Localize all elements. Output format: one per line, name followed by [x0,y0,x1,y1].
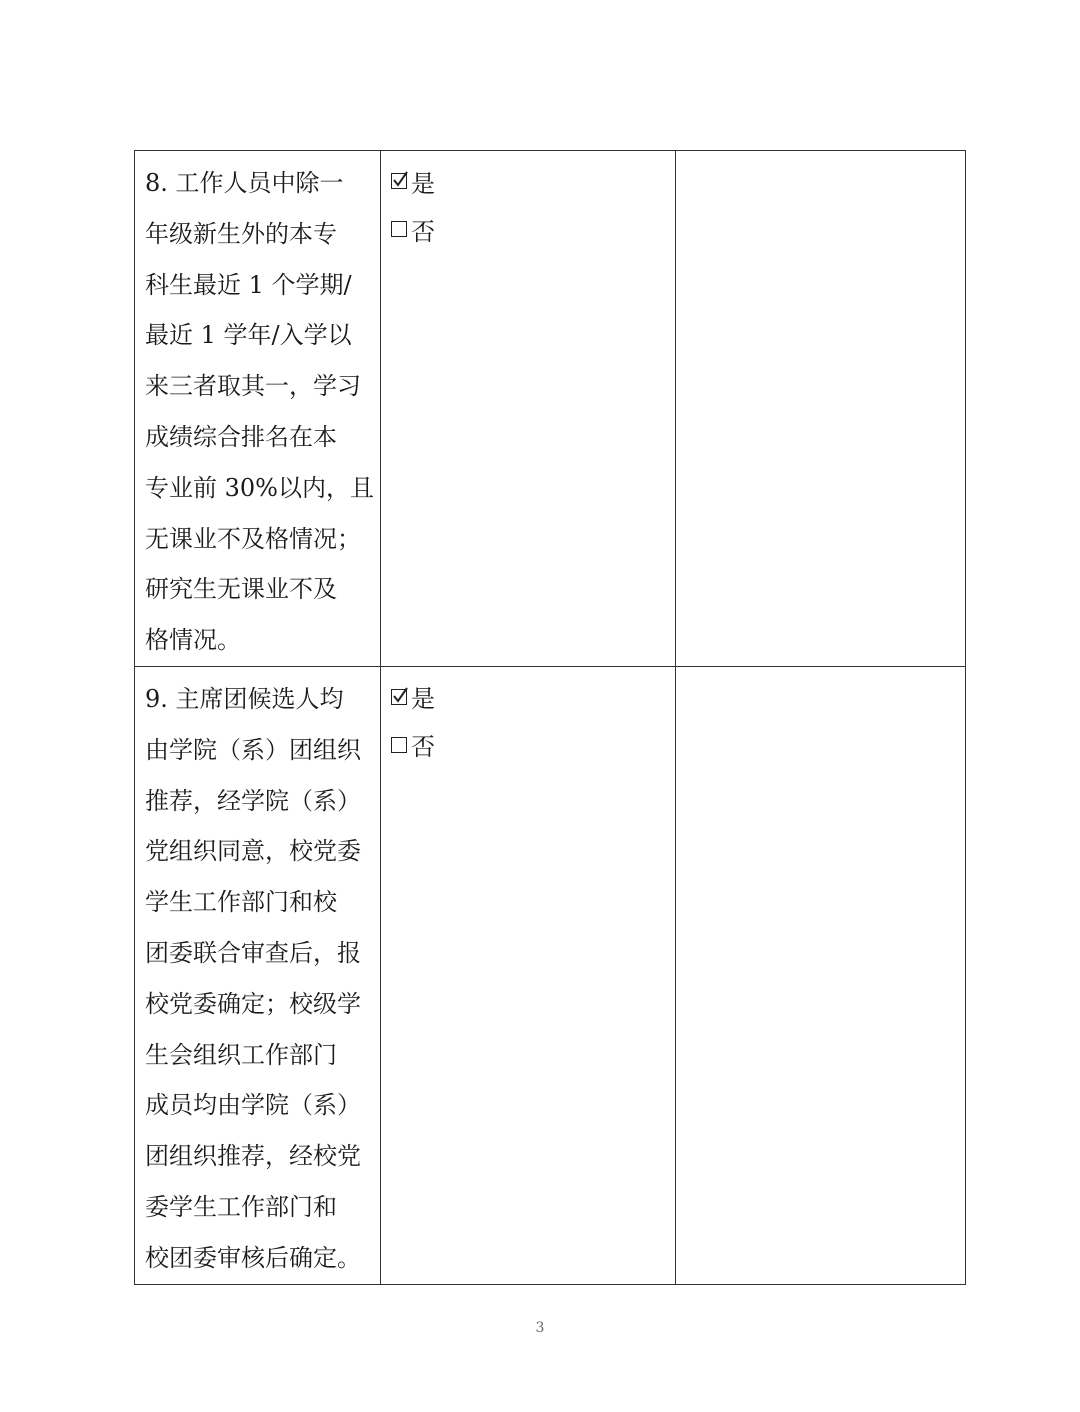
requirement-line: 推荐，经学院（系） [145,786,361,815]
requirement-line: 格情况。 [145,626,241,655]
note-cell [675,666,965,1284]
requirement-line: 团组织推荐，经校党 [145,1142,361,1171]
requirement-cell [135,666,381,1284]
requirement-line: 年级新生外的本专 [145,219,337,248]
options-cell [380,151,675,667]
checklist-table [134,150,966,1285]
requirement-line: 专业前 30%以内，且 [145,473,374,502]
checkbox-empty-icon[interactable] [391,737,407,753]
note-cell [675,151,965,667]
requirement-line: 成绩综合排名在本 [145,422,337,451]
option-no[interactable] [391,721,675,769]
checkbox-empty-icon[interactable] [391,221,407,237]
option-label: 是 [410,169,435,198]
requirement-line: 成员均由学院（系） [145,1091,361,1120]
requirement-line: 科生最近 1 个学期/ [145,270,352,299]
requirement-line: 8. 工作人员中除一 [145,169,344,197]
requirement-line: 校党委确定；校级学 [145,989,361,1018]
table-row [135,151,966,667]
requirement-line: 学生工作部门和校 [145,888,337,917]
requirement-line: 研究生无课业不及 [145,575,337,604]
options-cell [380,666,675,1284]
requirement-line: 委学生工作部门和 [145,1192,337,1221]
requirement-line: 无课业不及格情况； [145,524,361,553]
requirement-line: 由学院（系）团组织 [145,735,361,764]
option-label: 是 [410,685,435,714]
option-no[interactable] [391,205,675,253]
page-number: 3 [535,1320,545,1336]
requirement-line: 党组织同意，校党委 [145,837,361,866]
checkbox-checked-icon[interactable] [391,173,407,189]
table-row [135,666,966,1284]
requirement-line: 校团委审核后确定。 [145,1243,361,1272]
requirement-line: 团委联合审查后，报 [145,938,361,967]
option-label: 否 [410,217,435,246]
requirement-line: 生会组织工作部门 [145,1040,337,1069]
requirement-cell [135,151,381,667]
requirement-line: 来三者取其一，学习 [145,372,361,401]
checkbox-checked-icon[interactable] [391,689,407,705]
option-label: 否 [410,733,435,762]
requirement-line: 9. 主席团候选人均 [145,684,344,713]
option-yes[interactable] [391,673,675,721]
requirement-line: 最近 1 学年/入学以 [145,321,352,350]
option-yes[interactable] [391,157,675,205]
